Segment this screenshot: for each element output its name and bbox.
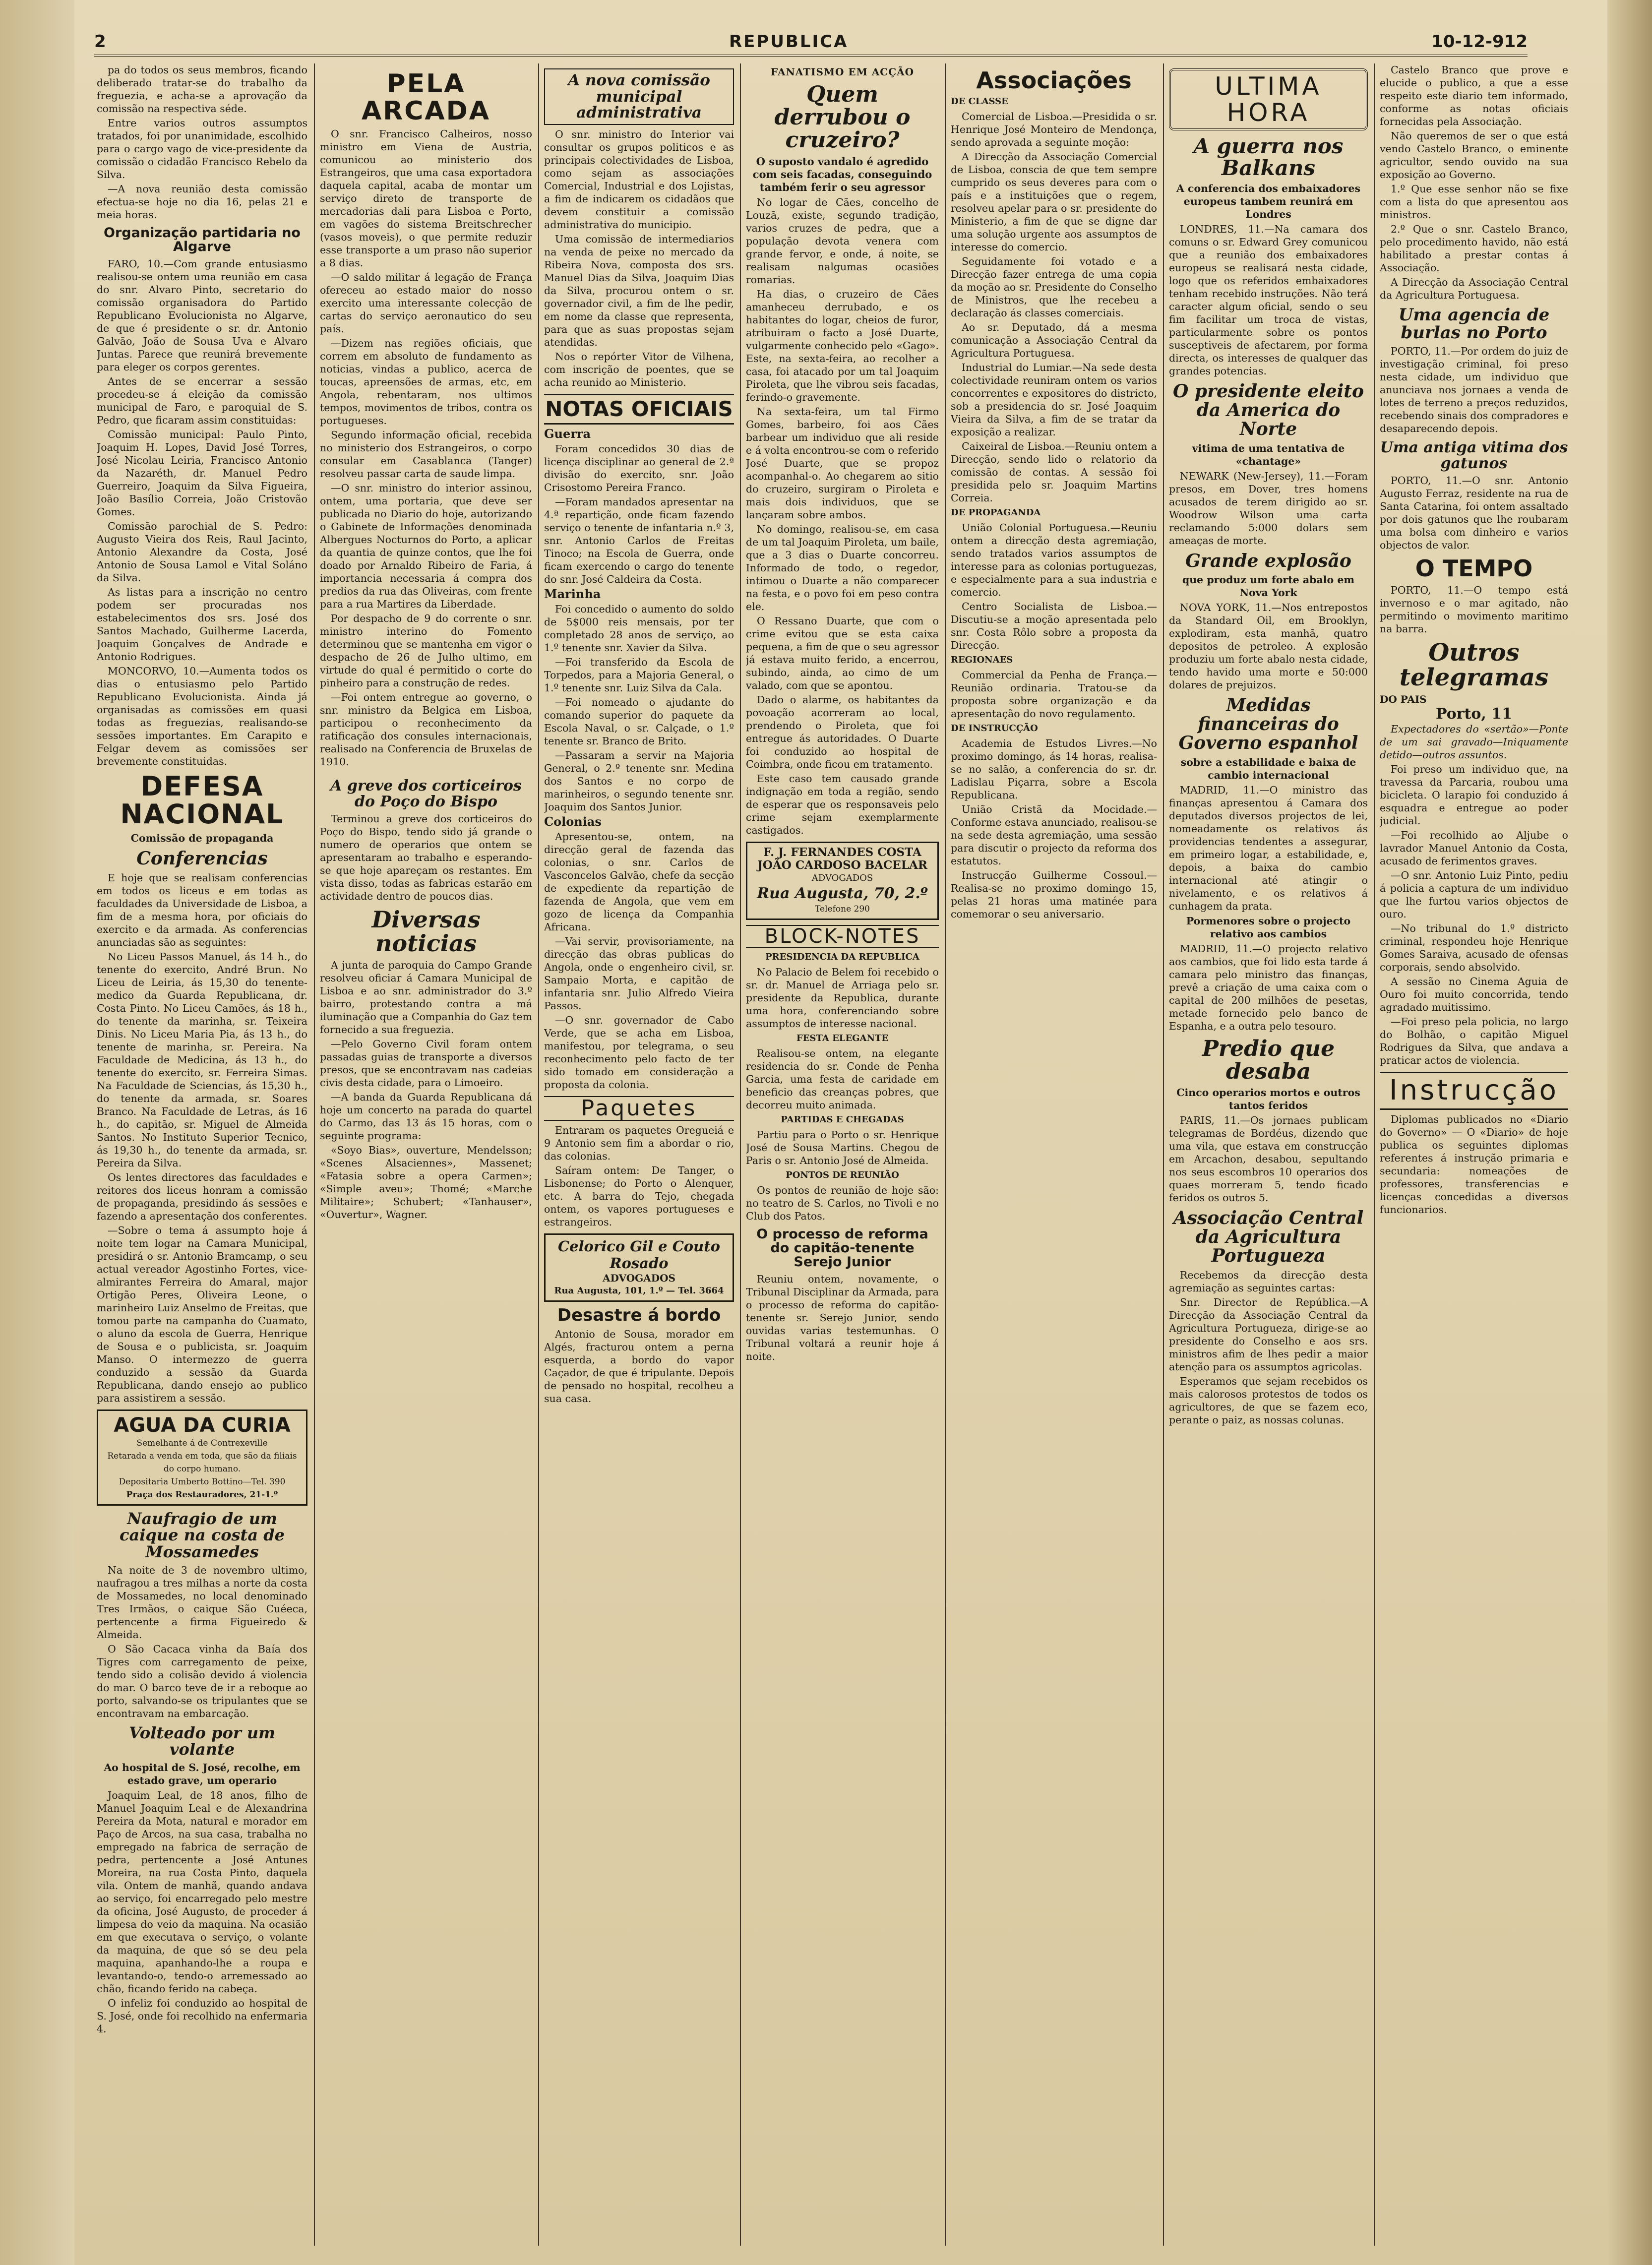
section-heading: PRESIDENCIA DA REPUBLICA (765, 951, 919, 962)
article-text: MADRID, 11.—O ministro das finanças apresentou á Camara dos deputados diversos projectos de lei, nomeadamente os relativos ás providencias tendentes a assegurar, em primeiro logar, a estabilidade, e, depois, a baixa do cambio internacional até atingir o nivelamento, e os relativos á cunhagem da prata. (1169, 784, 1368, 912)
article-text: —Foi preso pela policia, no largo do Bolhão, o capitão Miguel Rodrigues da Silva, que andava a praticar actos de violencia. (1380, 1016, 1568, 1067)
column-5 (951, 63, 1157, 2246)
headline: O presidente eleito da America do Norte (1173, 381, 1364, 439)
subheadline: Cinco operarios mortos e outros tantos feridos (1176, 1087, 1360, 1112)
masthead (94, 29, 1528, 57)
article-text: —Passaram a servir na Majoria General, o 2.º tenente snr. Medina dos Santos e no corpo de marinheiros, o segundo tenente snr. Joaquim dos Santos Junior. (544, 749, 734, 813)
article-text: Este caso tem causado grande indignação em toda a região, sendo de esperar que os responsaveis pelo crime sejam exemplarmente castigados. (746, 772, 939, 836)
article-text: Realisou-se ontem, na elegante residencia do sr. Conde de Penha Garcia, uma festa de caridade em beneficio das creanças pobres, que decorreu muito animada. (746, 1047, 939, 1111)
section-heading: Porto, 11 (1435, 705, 1513, 723)
article-text: Os pontos de reunião de hoje são: no teatro de S. Carlos, no Tivoli e no Club dos Patos. (746, 1184, 939, 1222)
article-text: Comissão parochial de S. Pedro: Augusto Vieira dos Reis, Raul Jacinto, Antonio Alexandre da Costa, José Antonio de Sousa Lamol e Vital Soláno da Silva. (97, 520, 307, 584)
article-text: PORTO, 11.—O tempo está invernoso e o mar agitado, não permitindo o movimento maritimo na barra. (1380, 584, 1568, 635)
article-text: «Soyo Bias», ouverture, Mendelsson; «Scenes Alsaciennes», Massenet; «Fatasia sobre a opera Carmen»; «Simple aveu»; Thomé; «Marche Militaire»; Schubert; «Tanhauser», «Ouvertur», Wagner. (320, 1144, 532, 1221)
article-text: PARIS, 11.—Os jornaes publicam telegramas de Bordéus, dizendo que uma vila, que estava em construcção em Arcachon, desabou, sepultando nos seus escombros 10 operarios dos quaes morreram 5, tendo ficado feridos os outros 5. (1169, 1114, 1368, 1204)
column-rule (1163, 63, 1164, 2246)
article-text: O São Cacaca vinha da Baía dos Tigres com carregamento de peixe, tendo sido a colisão devido á violencia do mar. O barco teve de ir a reboque ao porto, salvando-se os tripulantes que se encontravam na embarcação. (97, 1643, 307, 1719)
column-rule (538, 63, 539, 2246)
section-heading: FESTA ELEGANTE (796, 1033, 889, 1043)
article-text: PORTO, 11.—O snr. Antonio Augusto Ferraz, residente na rua de Santa Catarina, foi ontem assaltado por dois gatunos que lhe roubaram uma bolsa com dinheiro e varios objectos de valor. (1380, 475, 1568, 551)
column-1 (97, 63, 307, 2246)
article-text: Por despacho de 9 do corrente o snr. ministro interino do Fomento determinou que se mantenha em vigor o despacho de 26 de Julho ultimo, em virtude do qual é permitido o corte do pinheiro para a construção de redes. (320, 612, 532, 689)
article-text: Recebemos da direcção desta agremiação as seguintes cartas: (1169, 1269, 1368, 1294)
article-text: Antes de se encerrar a sessão procedeu-se á eleição da comissão municipal de Faro, e paroquial de S. Pedro, que ficaram assim constituidas: (97, 375, 307, 426)
subheadline: O suposto vandalo é agredido com seis facadas, conseguindo também ferir o seu agressor (752, 155, 932, 193)
article-text: O snr. ministro do Interior vai consultar os grupos politicos e as principais colectividades de Lisboa, como sejam as associações Comercial, Industrial e dos Lojistas, a fim de indicarem os cidadãos que devem constituir a comissão administrativa do municipio. (544, 128, 734, 231)
article-text: O infeliz foi conduzido ao hospital de S. José, onde foi recolhido na enfermaria 4. (97, 1997, 307, 2035)
headline: BLOCK-NOTES (746, 925, 939, 948)
ad-line: Praça dos Restauradores, 21-1.º (126, 1489, 278, 1500)
article-text: Commercial da Penha de França.—Reunião ordinaria. Tratou-se da proposta sobre organização e da apresentação do novo regulamento. (951, 669, 1157, 720)
article-text: —O snr. ministro do interior assinou, ontem, uma portaria, que deve ser publicada no Diario do hoje, autorizando o Gabinete de Informações denominada Albergues Nocturnos do Porto, a aplicar da quantia de quinze contos, que lhe foi doado por Arnaldo Ribeiro de Faria, á importancia necessaria á compra dos predios da rua das Oliveiras, com frente para a rua Martires da Liberdade. (320, 482, 532, 611)
article-text: —Sobre o tema á assumpto hoje á noite tem logar na Camara Municipal, presidirá o sr. Antonio Bramcamp, o seu actual vereador Agostinho Fortes, vice-almirantes Ferreira do Amaral, major Ortigão Peres, Oliveira Leone, o marinheiro Luiz Anselmo de Freitas, que tomou parte na campanha do Cuamato, o aluno da escola de Guerra, Henrique de Sousa e o publicista, sr. Joaquim Manso. O intermezzo de guerra conduzido a sessão da Guarda Republicana, dando ensejo ao publico para assistirem a sessão. (97, 1224, 307, 1404)
headline: Desastre á bordo (557, 1305, 721, 1325)
column-rule (314, 63, 315, 2246)
article-text: —Vai servir, provisoriamente, na direcção das obras publicas do Angola, onde o engenheiro civil, sr. Sampaio Morta, e capitão de infantaria snr. Julio Alfredo Vieira Passos. (544, 935, 734, 1012)
headline: Organização partidaria no Algarve (104, 225, 301, 255)
article-text: Ha dias, o cruzeiro de Cães amanheceu derrubado, e os habitantes do logar, cheios de furor, atribuiram o facto a José Duarte, vulgarmente conhecido pelo «Gago». Este, na sexta-feira, ao recolher a casa, foi atacado por um tal Joaquim Piroleta, que lhe vibrou seis facadas, ferindo-o gravemente. (746, 288, 939, 403)
article-text: Terminou a greve dos corticeiros do Poço do Bispo, tendo sido já grande o numero de operarios que ontem se apresentaram ao trabalho e esperando-se que hoje apareçam os restantes. Em vista disso, todas as fabricas estarão em actividade dentro de poucos dias. (320, 813, 532, 903)
article-text: MADRID, 11.—O projecto relativo aos cambios, que foi lido esta tarde á camara pelo ministro das finanças, prevê a criação de uma caixa com o capital de 200 milhões de pesetas, metade fornecido pelo banco de Espanha, e a outra pelo tesouro. (1169, 942, 1368, 1032)
article-text: Diplomas publicados no «Diario do Governo» — O «Diario» de hoje publica os seguintes diplomas referentes á instrução primaria e secundaria: nomeações de professores, transferencias e licenças concedidas a diversos funcionarios. (1380, 1113, 1568, 1216)
article-text: Na noite de 3 de novembro ultimo, naufragou a tres milhas a norte da costa de Mossamedes, no local denominado Tres Irmãos, o caique São Cuéeca, pertencente a firma Figueiredo & Almeida. (97, 1564, 307, 1641)
article-text: União Colonial Portuguesa.—Reuniu ontem a direcção desta agremiação, sendo tratados varios assumptos de interesse para as colonias portuguezas, e especialmente para a sua industria e comercio. (951, 522, 1157, 599)
ad-line: F. J. FERNANDES COSTA (763, 845, 921, 859)
article-text: FARO, 10.—Com grande entusiasmo realisou-se ontem uma reunião em casa do snr. Alvaro Pinto, secretario do comissão organisadora do Partido Republicano Evolucionista no Algarve, de que é presidente o sr. dr. Antonio Galvão, João de Sousa Uva e Alvaro Juntas. Parece que reunirá brevemente para eleger os corpos gerentes. (97, 257, 307, 373)
article-text: Nos o repórter Vitor de Vilhena, com inscrição de poentes, que se acha reunido ao Ministerio. (544, 350, 734, 388)
ad-line: ADVOGADOS (811, 872, 873, 883)
column-2 (320, 63, 532, 2246)
ad-line: Depositaria Umberto Bottino—Tel. 390 (119, 1476, 286, 1487)
article-text: Joaquim Leal, de 18 anos, filho de Manuel Joaquim Leal e de Alexandrina Pereira da Mota, natural e morador em Paço de Arcos, na sua casa, trabalha no empregado na fabrica de serração de pedra, pertencente a José Antunes Moreira, na rua Costa Pinto, daquela vila. Ontem de manhã, quando andava ao serviço, foi encarregado pelo mestre da oficina, José Augusto, de proceder á limpesa do veio da maquina. Na ocasião em que executava o serviço, o volante da maquina, de que só se deu pela maquina, apanhando-lhe a roupa e levantando-o, tendo-o arremessado ao chão, ficando ferido na cabeça. (97, 1789, 307, 1995)
ad-title: AGUA DA CURIA (114, 1413, 291, 1437)
headline: Outros telegramas (1399, 638, 1549, 692)
headline: ULTIMA HORA (1169, 68, 1368, 130)
headline: PELA ARCADA (361, 69, 491, 126)
article-text: pa do todos os seus membros, ficando deliberado tratar-se do trabalho da freguezia, e acha-se a aprovação da comissão na respectiva séde. (97, 64, 307, 115)
article-text: PORTO, 11.—Por ordem do juiz de investigação criminal, foi preso nesta cidade, um individuo que anunciava nos jornaes a venda de lotes de terreno a preços reduzidos, recebendo sinais dos compradores e desaparecendo depois. (1380, 345, 1568, 435)
column-rule (1374, 63, 1375, 2246)
ad-line: Rua Augusta, 70, 2.º (757, 884, 928, 902)
article-text: NOVA YORK, 11.—Nos entrepostos da Standard Oil, em Brooklyn, explodiram, esta manhã, quatro depositos de petroleo. A explosão produziu um forte abalo nesta cidade, tendo havido uma morte e 50:000 dolares de prejuizos. (1169, 602, 1368, 691)
article-text: —Foi transferido da Escola de Torpedos, para a Majoria General, o 1.º tenente snr. Luiz Silva da Cala. (544, 656, 734, 694)
article-text: —Dizem nas regiões oficiais, que correm em absoluto de fundamento as noticias, vindas a publico, acerca de toucas, apreensões de armas, etc, em Angola, rebentaram, nos ultimos tempos, movimentos de tribos, contra os portugueses. (320, 337, 532, 427)
article-text: —O saldo militar á legação de França ofereceu ao estado maior do nosso exercito uma interessante colecção de cartas do serviço aeronautico do seu país. (320, 271, 532, 335)
article-text: União Cristã da Mocidade.—Conforme estava anunciado, realisou-se na sede desta agremiação, uma sessão para discutir o projecto da reforma dos estatutos. (951, 803, 1157, 867)
article-text: Dado o alarme, os habitantes da povoação acorreram ao local, prendendo o Piroleta, que foi entregue ás autoridades. O Duarte foi conduzido ao hospital de Coimbra, onde ficou em tratamento. (746, 693, 939, 770)
article-text: No logar de Cães, concelho de Louzã, existe, segundo tradição, varios cruzes de pedra, que a população devota venera com grande fervor, e onde, á noite, se realisam nalgumas ocasiões romarias. (746, 196, 939, 286)
article-text: Saíram ontem: De Tanger, o Lisbonense; do Porto o Alenquer, etc. A barra do Tejo, chegada ontem, os vapores portugueses e estrangeiros. (544, 1164, 734, 1228)
column-rule (740, 63, 741, 2246)
article-text: Na sexta-feira, um tal Firmo Gomes, barbeiro, foi aos Cães barbear um individuo que ali reside e á volta encontrou-se com o referido José Duarte, que se propoz acompanhal-o. Ao chegarem ao sitio do cruzeiro, surgiram o Piroleta e mais dois individuos, que se lançaram sobre ambos. (746, 405, 939, 521)
article-text: Comercial de Lisboa.—Presidida o sr. Henrique José Monteiro de Mendonça, sendo aprovada a seguinte moção: (951, 111, 1157, 149)
headline: O processo de reforma do capitão-tenente Serejo Junior (756, 1226, 928, 1270)
ad-title: Celorico Gil e Couto Rosado (558, 1237, 720, 1272)
article-text: O snr. Francisco Calheiros, nosso ministro em Viena de Austria, comunicou ao ministerio dos Estrangeiros, que uma casa exportadora daquela capital, acaba de montar um serviço direto de transporte de mercadorias dali para Lisboa e Porto, em vagões do sistema Breitschrecher (vasos moveis), o que permite reduzir esse transporte a um praso não superior a 8 dias. (320, 128, 532, 269)
subheadline: vitima de uma tentativa de «chantage» (1192, 442, 1345, 467)
article-text: MONCORVO, 10.—Aumenta todos os dias o entusiasmo pelo Partido Republicano Evolucionista. Ainda já organisadas as comissões em quasi todas as freguezias, realisando-se sessões importantes. Em Carapito e Felgar devem as comissões ser brevemente constituidas. (97, 665, 307, 767)
section-heading: DE INSTRUCÇÃO (951, 723, 1038, 734)
article-text: Caixeiral de Lisboa.—Reuniu ontem a Direcção, sendo lido o relatorio da comissão de contas. A sessão foi presidida pelo sr. Joaquim Martins Correia. (951, 440, 1157, 504)
kicker: FANATISMO EM ACÇÃO (770, 66, 915, 78)
article-text: Esperamos que sejam recebidos os mais calorosos protestos de todos os agricultores, de que se fazem eco, perante o paiz, as nossas colunas. (1169, 1375, 1368, 1426)
headline: Uma antiga vitima dos gatunos (1380, 439, 1568, 472)
section-heading: DE PROPAGANDA (951, 507, 1041, 518)
section-heading: PONTOS DE REUNIÃO (786, 1169, 899, 1180)
article-text: As listas para a inscrição no centro podem ser procuradas nos estabelecimentos dos srs. José dos Santos Machado, Guilherme Lacerda, Joaquim Gonçalves de Andrade e Antonio Rodrigues. (97, 586, 307, 663)
article-text: —Foi recolhido ao Aljube o lavrador Manuel Antonio da Costa, acusado de ferimentos graves. (1380, 829, 1568, 867)
article-text: No domingo, realisou-se, em casa de um tal Joaquim Piroleta, um baile, que a 3 dias o Duarte concorreu. Informado de todo, o regedor, intimou o Duarte a não comparecer na festa, e o povo foi em peso contra ele. (746, 523, 939, 612)
article-text: Partiu para o Porto o sr. Henrique José de Sousa Martins. Chegou de Paris o sr. Antonio José de Almeida. (746, 1128, 939, 1166)
column-3 (544, 63, 734, 2246)
article-text: Foram concedidos 30 dias de licença disciplinar ao general de 2.ª divisão do exercito, snr. João Crisostomo Pereira Franco. (544, 442, 734, 493)
headline: DEFESA NACIONAL (120, 770, 284, 830)
article-text: E hoje que se realisam conferencias em todos os liceus e em todas as faculdades da Universidade de Lisboa, a fim de a mesma hora, por oficiais do exercito e da armada. As conferencias anunciadas são as seguintes: (97, 871, 307, 948)
subheadline: sobre a estabilidade e baixa de cambio internacional (1180, 756, 1356, 781)
subheadline: A conferencia dos embaixadores europeus tambem reunirá em Londres (1176, 183, 1361, 221)
binding-edge (0, 0, 74, 2265)
article-text: —A banda da Guarda Republicana dá hoje um concerto na parada do quartel do Carmo, das 13 ás 15 horas, com o seguinte programa: (320, 1091, 532, 1142)
advertisement (746, 842, 939, 920)
article-text: —O snr. governador de Cabo Verde, que se acha em Lisboa, manifestou, por telegrama, o seu reconhecimento pelo facto de ter sido tomado em consideração a proposta da colonia. (544, 1014, 734, 1091)
article-text: Apresentou-se, ontem, na direcção geral de fazenda das colonias, o snr. Carlos de Vasconcelos Galvão, chefe da secção de expediente da repartição de fazenda de Angola, que vem em gozo de licença da Companhia Africana. (544, 830, 734, 933)
subheadline: Comissão de propaganda (130, 832, 274, 845)
article-text: 1.º Que esse senhor não se fixe com a lista do que apresentou aos ministros. (1380, 183, 1568, 221)
article-text: Comissão municipal: Paulo Pinto, Joaquim H. Lopes, David José Torres, José Nicolau Leiria, Francisco Antonio da Nazaréth, dr. Manuel Pedro Guerreiro, Joaquim da Silva Figueira, João Basílio Correia, João Cristovão Gomes. (97, 428, 307, 518)
headline: Medidas financeiras do Governo espanhol (1178, 695, 1358, 753)
column-7 (1380, 63, 1568, 2246)
newspaper-title: REPUBLICA (729, 32, 849, 52)
column-6 (1169, 63, 1368, 2246)
article-text: Não queremos de ser o que está vendo Castelo Branco, o eminente agricultor, sendo ouvido na sua exposição ao Governo. (1380, 130, 1568, 181)
headline: Uma agencia de burlas no Porto (1398, 305, 1550, 343)
article-text: —O snr. Antonio Luiz Pinto, pediu á policia a captura de um individuo que lhe furtou varios objectos de ouro. (1380, 869, 1568, 920)
column-4 (746, 63, 939, 2246)
subheadline: que produz um forte abalo em Nova York (1182, 574, 1355, 599)
article-text: Academia de Estudos Livres.—No proximo domingo, ás 14 horas, realisa-se no salão, a conferencia do sr. dr. Ladislau Piçarra, sobre a Escola Republicana. (951, 737, 1157, 801)
ad-line: Semelhante á de Contrexeville (136, 1438, 268, 1448)
ad-line: JOÃO CARDOSO BACELAR (757, 858, 927, 872)
ad-line: ADVOGADOS (603, 1272, 675, 1284)
advertisement (97, 1409, 307, 1506)
headline: NOTAS OFICIAIS (544, 394, 734, 425)
page-number: 2 (94, 32, 106, 52)
section-heading: REGIONAES (951, 655, 1013, 666)
subheadline: Ao hospital de S. José, recolhe, em estado grave, um operario (104, 1761, 301, 1786)
headline: A greve dos corticeiros do Poço do Bispo (330, 777, 522, 810)
article-text: No Liceu Passos Manuel, ás 14 h., do tenente do exercito, André Brun. No Liceu de Leiria, ás 15,30 do tenente-medico da Guarda Republicana, dr. Costa Pinto. No Liceu Camões, ás 18 h., do tenente da marinha, sr. Teixeira Dinis. No Liceu Maria Pia, ás 13 h., do tenente de marinha, sr. Pereira. Na Faculdade de Medicina, ás 13 h., do tenente do exercito, sr. Ferreira Simas. Na Faculdade de Sciencias, ás 15,30 h., do tenente da armada, sr. Soares Branco. Na Faculdade de Letras, ás 16 h., do capitão, sr. Miguel de Almeida Santos. No Instituto Superior Tecnico, ás 19,30 h., do tenente da armada, sr. Pereira da Silva. (97, 950, 307, 1169)
article-text: No Palacio de Belem foi recebido o sr. dr. Manuel de Arriaga pelo sr. presidente da Republica, durante uma hora, conferenciando sobre assumptos de interesse nacional. (746, 966, 939, 1030)
article-text: —Pelo Governo Civil foram ontem passadas guias de transporte a diversos presos, que se encontravam nas cadeias civis desta cidade, para o Limoeiro. (320, 1038, 532, 1089)
article-text: Os lentes directores das faculdades e reitores dos liceus honram a comissão de propaganda, presidindo ás sessões e fazendo a apresentação dos conferentes. (97, 1171, 307, 1222)
section-heading: PARTIDAS E CHEGADAS (781, 1114, 904, 1125)
headline: Grande explosão (1185, 550, 1351, 571)
headline: O TEMPO (1415, 555, 1533, 582)
advertisement (544, 1233, 734, 1302)
article-text: Entre varios outros assumptos tratados, foi por unanimidade, escolhido para o cargo vago de vice-presidente da comissão o cidadão Francisco Rebelo da Silva. (97, 117, 307, 181)
article-text: Centro Socialista de Lisboa.—Discutiu-se a moção apresentada pelo snr. Costa Rôlo sobre a proposta da Direcção. (951, 601, 1157, 652)
headline: Quem derrubou o cruzeiro? (774, 82, 911, 153)
section-heading: Marinha (544, 586, 601, 601)
ad-line: Telefone 290 (815, 904, 870, 914)
article-text: Seguidamente foi votado e a Direcção fazer entrega de uma copia da moção ao sr. Presidente do Conselho de Ministros, que lhe recebeu a declaração ás classes comerciais. (951, 255, 1157, 319)
article-text: A junta de paroquia do Campo Grande resolveu oficiar á Camara Municipal de Lisboa e ao snr. administrador do 3.º bairro, protestando contra a má iluminação que a Companhia do Gaz tem fornecido a sua freguezia. (320, 959, 532, 1036)
article-text: NEWARK (New-Jersey), 11.—Foram presos, em Dover, tres homens acusados de terem dirigido ao sr. Woodrow Wilson uma carta reclamando 5:000 dolars sem ameaças de morte. (1169, 470, 1368, 547)
column-rule (945, 63, 946, 2246)
article-text: Expectadores do «sertão»—Ponte de um sai gravado—Iniquamente detido—outros assuntos. (1380, 723, 1568, 761)
section-heading: Guerra (544, 426, 591, 441)
headline: Associações (976, 67, 1132, 94)
article-text: —No tribunal do 1.º districto criminal, respondeu hoje Henrique Gomes Saraiva, acusado de ofensas corporais, sendo absolvido. (1380, 922, 1568, 974)
headline: Paquetes (544, 1096, 734, 1121)
headline: A guerra nos Balkans (1193, 134, 1344, 181)
article-text: Foi concedido o aumento do soldo de 5$000 reis mensais, por ter completado 28 anos de serviço, ao 1.º tenente snr. Xavier da Silva. (544, 603, 734, 654)
article-text: Snr. Director de República.—A Direcção da Associação Central da Agricultura Portugueza, dirige-se ao presidente do Conselho e aos srs. ministros afim de lhes pedir a maior atenção para os assumptos agricolas. (1169, 1296, 1368, 1373)
article-text: —A nova reunião desta comissão efectua-se hoje no dia 16, pelas 21 e meia horas. (97, 183, 307, 221)
article-text: —Foram mandados apresentar na 4.ª repartição, onde ficam fazendo serviço o tenente de infantaria n.º 3, snr. Antonio Carlos de Freitas Tinoco; na Escola de Guerra, onde ficam exercendo o cargo do tenente do snr. José Caldeira da Costa. (544, 495, 734, 585)
article-text: Antonio de Sousa, morador em Algés, fracturou ontem a perna esquerda, a bordo do vapor Caçador, de que é tripulante. Depois de pensado no hospital, recolheu a sua casa. (544, 1328, 734, 1405)
article-text: Foi preso um individuo que, na travessa da Parcaria, roubou uma bicicleta. O larapio foi conduzido á esquadra e entregue ao poder judicial. (1380, 763, 1568, 827)
headline: Associação Central da Agricultura Portugueza (1173, 1208, 1364, 1266)
headline: A nova comissão municipal administrativa (544, 68, 734, 125)
headline: Predio que desaba (1202, 1036, 1335, 1084)
ad-line: Rua Augusta, 101, 1.º — Tel. 3664 (554, 1285, 724, 1296)
headline: Volteado por um volante (129, 1723, 275, 1759)
issue-date: 10-12-912 (1431, 32, 1528, 52)
article-text: Ao sr. Deputado, dá a mesma comunicação a Associação Central da Agricultura Portuguesa. (951, 321, 1157, 360)
headline: Instrucção (1380, 1072, 1568, 1110)
article-text: LONDRES, 11.—Na camara dos comuns o sr. Edward Grey comunicou que a reunião dos embaixadores europeus se realisará nesta cidade, logo que os referidos embaixadores tenham recebido instruções. Não terá caracter algum oficial, sendo o seu fim facilitar um troca de vistas, particularmente sobre os pontos susceptiveis de afectarem, por forma directa, os interesses de qualquer das grandes potencias. (1169, 223, 1368, 377)
section-heading: Colonias (544, 814, 602, 829)
article-text: Instrucção Guilherme Cossoul.—Realisa-se no proximo domingo 15, pelas 21 horas uma matinée para comemorar o seu aniversario. (951, 869, 1157, 920)
section-heading: DO PAIS (1380, 693, 1427, 706)
article-text: Reuniu ontem, novamente, o Tribunal Disciplinar da Armada, para o processo de reforma do capitão-tenente sr. Serejo Junior, sendo ouvidas varias testemunhas. O Tribunal voltará a reunir hoje á noite. (746, 1273, 939, 1362)
page-edge (1607, 0, 1652, 2265)
ad-line: Retarada a venda em toda, que são da filiais do corpo humano. (107, 1451, 297, 1474)
article-text: A sessão no Cinema Aguia de Ouro foi muito concorrida, tendo agradado muitissimo. (1380, 976, 1568, 1014)
section-heading: DE CLASSE (951, 96, 1008, 107)
headline: Conferencias (136, 848, 268, 869)
headline: Naufragio de um caique na costa de Mossamedes (120, 1509, 285, 1562)
article-text: O Ressano Duarte, que com o crime evitou que se esta caixa pequena, a fim de que o seu agressor já estava muito ferido, a encerrou, subindo, ainda, ao cimo de um valado, com que se apontou. (746, 614, 939, 691)
article-text: A Direcção da Associação Comercial de Lisboa, conscia de que tem sempre cumprido os seus deveres para com o país e a instituições que o regem, resolveu apelar para o sr. presidente do Ministerio, a fim de que se digne dar uma solução urgente aos assumptos de interesse do comercio. (951, 151, 1157, 253)
subheadline: Pormenores sobre o projecto relativo aos cambios (1186, 915, 1351, 940)
article-text: Segundo informação oficial, recebida no ministerio dos Estrangeiros, o corpo consular em Casablanca (Tanger) resolveu passar carta de saude limpa. (320, 429, 532, 480)
article-text: —Foi ontem entregue ao governo, o snr. ministro da Belgica em Lisboa, participou o reconhecimento da ratificação dos consules internacionais, realisado na Conferencia de Bruxelas de 1910. (320, 691, 532, 768)
article-text: Castelo Branco que prove e elucide o publico, a que a esse respeito este diario tem informado, conforme as notas oficiais fornecidas pela Associação. (1380, 64, 1568, 127)
article-text: 2.º Que o snr. Castelo Branco, pelo procedimento havido, não está habilitado a prestar contas á Associação. (1380, 223, 1568, 274)
article-text: Entraram os paquetes Oregueiá e 9 Antonio sem fim a abordar o rio, das colonias. (544, 1124, 734, 1162)
article-text: Uma comissão de intermediarios na venda de peixe no mercado da Ribeira Nova, composta dos srs. Manuel Dias da Silva, Joaquim Dias da Silva, procurou ontem o sr. governador civil, a fim de lhe pedir, em nome da classe que representa, para que as suas propostas sejam atendidas. (544, 233, 734, 348)
article-text: —Foi nomeado o ajudante do comando superior do paquete da Escola Naval, o sr. Calçade, o 1.º tenente sr. Branco de Brito. (544, 696, 734, 747)
article-text: A Direcção da Associação Central da Agricultura Portuguesa. (1380, 276, 1568, 301)
headline: Diversas noticias (371, 906, 481, 957)
article-text: Industrial do Lumiar.—Na sede desta colectividade reuniram ontem os varios concorrentes e expositores do districto, sob a presidencia do sr. José Joaquim Vieira da Silva, a fim de se tratar da exposição a realizar. (951, 362, 1157, 438)
